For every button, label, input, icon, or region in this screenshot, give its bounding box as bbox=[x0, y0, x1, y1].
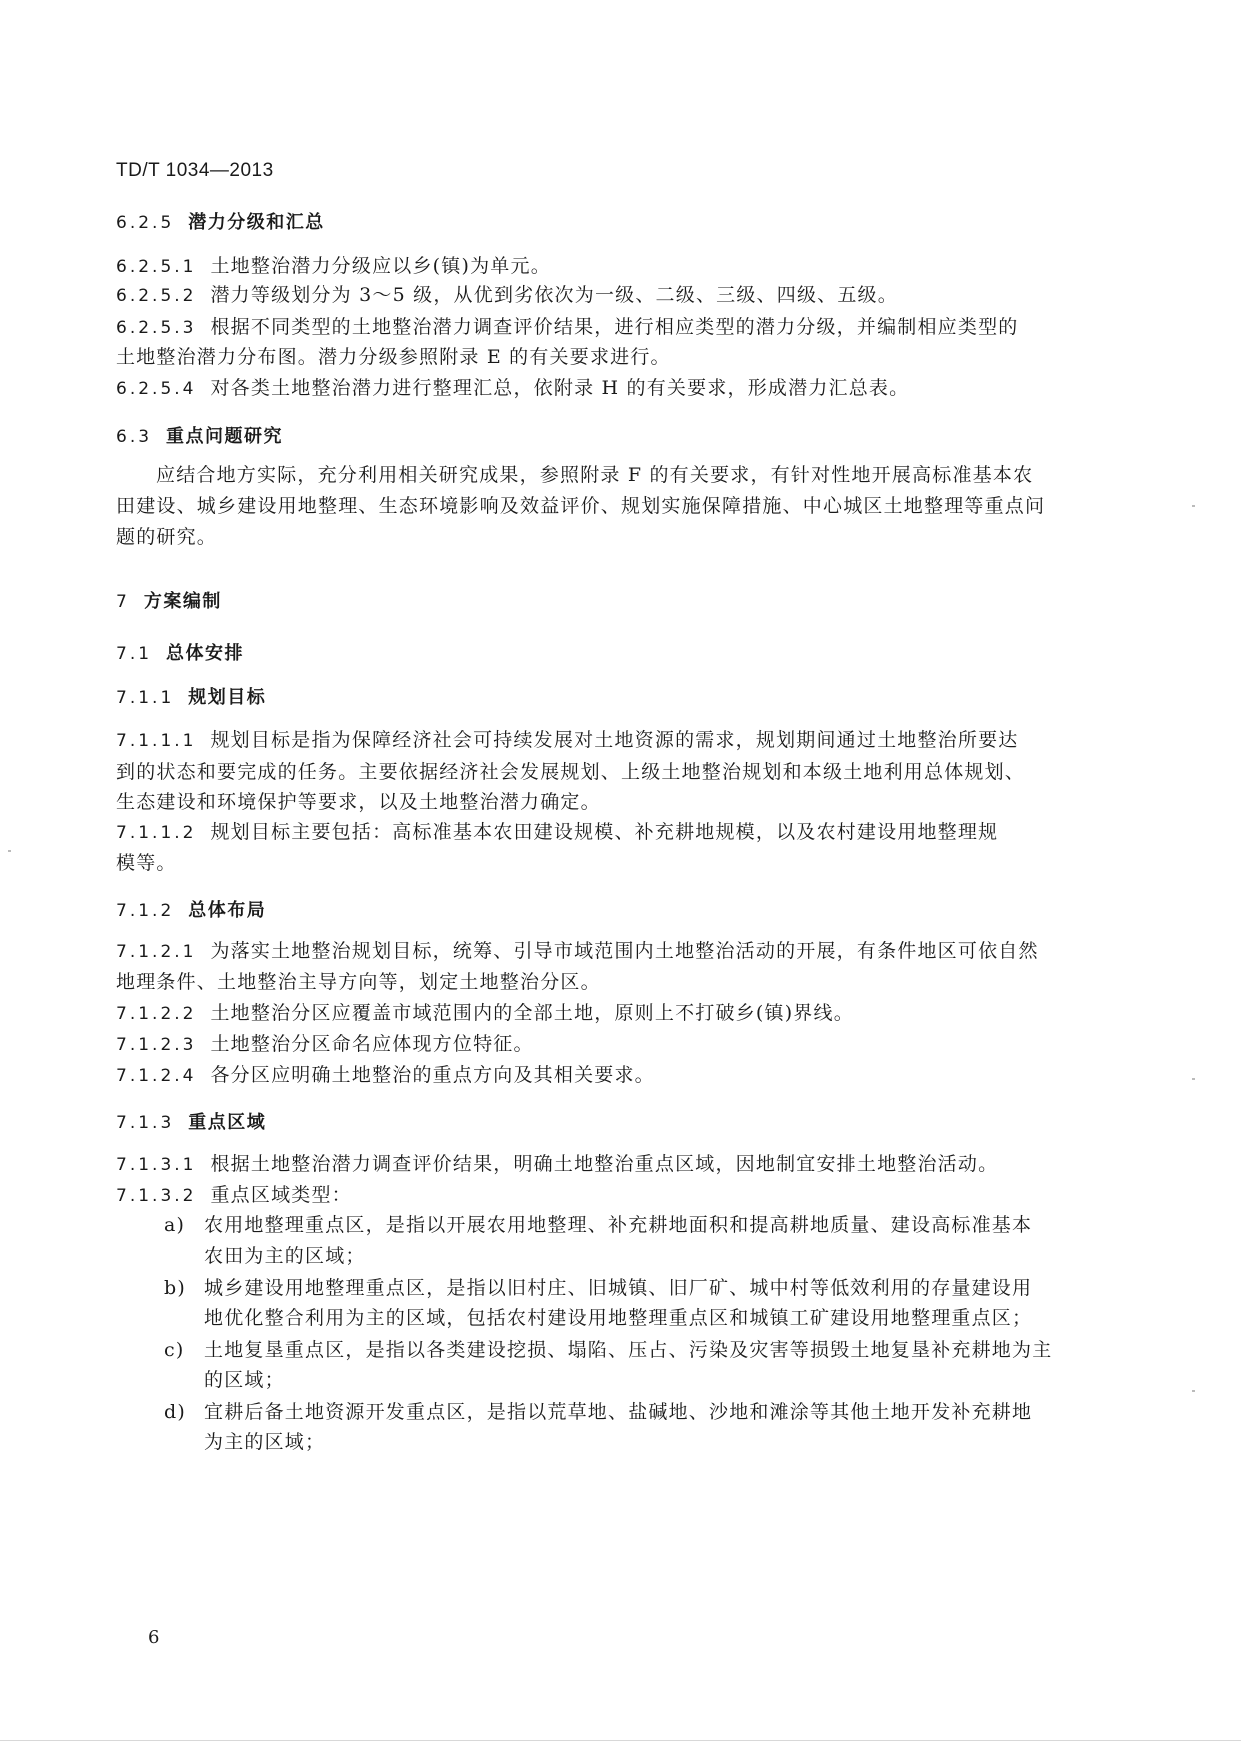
list-item: a) 农用地整理重点区，是指以开展农用地整理、补充耕地面积和提高耕地质量、建设高标准基本 bbox=[164, 1214, 1033, 1236]
scan-speck bbox=[1192, 1390, 1195, 1392]
heading-7-1-3: 7.1.3 重点区域 bbox=[116, 1112, 267, 1133]
clause-7-1-2-1: 7.1.2.1 为落实土地整治规划目标，统筹、引导市域范围内土地整治活动的开展，有条件地区可依自然 bbox=[116, 940, 1039, 962]
page-number: 6 bbox=[148, 1627, 160, 1648]
paragraph-6-3-line2: 田建设、城乡建设用地整理、生态环境影响及效益评价、规划实施保障措施、中心城区土地整理等重点问 bbox=[116, 495, 1046, 517]
clause-7-1-3-2: 7.1.3.2 重点区域类型： bbox=[116, 1184, 352, 1206]
list-item: c) 土地复垦重点区，是指以各类建设挖损、塌陷、压占、污染及灾害等损毁土地复垦补充耕地为主 bbox=[164, 1339, 1053, 1361]
list-item: b) 城乡建设用地整理重点区，是指以旧村庄、旧城镇、旧厂矿、城中村等低效利用的存量建设用 bbox=[164, 1277, 1033, 1299]
clause-7-1-1-1-cont1: 到的状态和要完成的任务。主要依据经济社会发展规划、上级土地整治规划和本级土地利用总体规划、 bbox=[116, 761, 1026, 783]
heading-7-1: 7.1 总体安排 bbox=[116, 643, 245, 664]
paragraph-6-3-line3: 题的研究。 bbox=[116, 526, 218, 548]
scan-speck bbox=[1192, 1078, 1195, 1080]
clause-7-1-2-3: 7.1.2.3 土地整治分区命名应体现方位特征。 bbox=[116, 1033, 534, 1055]
clause-6-2-5-4: 6.2.5.4 对各类土地整治潜力进行整理汇总，依附录 H 的有关要求，形成潜力汇总表。 bbox=[116, 377, 910, 399]
list-item-cont: 地优化整合利用为主的区域，包括农村建设用地整理重点区和城镇工矿建设用地整理重点区； bbox=[204, 1307, 1033, 1329]
clause-7-1-1-2: 7.1.1.2 规划目标主要包括：高标准基本农田建设规模、补充耕地规模，以及农村建设用地整理规 bbox=[116, 821, 999, 843]
scan-speck bbox=[8, 850, 11, 852]
list-item-cont: 农田为主的区域； bbox=[204, 1245, 366, 1267]
clause-7-1-3-1: 7.1.3.1 根据土地整治潜力调查评价结果，明确土地整治重点区域，因地制宜安排土地整治活动。 bbox=[116, 1153, 999, 1175]
clause-6-2-5-1: 6.2.5.1 土地整治潜力分级应以乡(镇)为单元。 bbox=[116, 255, 551, 277]
list-item: d) 宜耕后备土地资源开发重点区，是指以荒草地、盐碱地、沙地和滩涂等其他土地开发补充耕地 bbox=[164, 1401, 1033, 1423]
clause-7-1-1-1: 7.1.1.1 规划目标是指为保障经济社会可持续发展对土地资源的需求，规划期间通过土地整治所要达 bbox=[116, 729, 1019, 751]
list-item-cont: 为主的区域； bbox=[204, 1431, 326, 1453]
clause-6-2-5-3-cont: 土地整治潜力分布图。潜力分级参照附录 E 的有关要求进行。 bbox=[116, 346, 671, 368]
heading-7: 7 方案编制 bbox=[116, 591, 222, 612]
clause-6-2-5-2: 6.2.5.2 潜力等级划分为 3～5 级，从优到劣依次为一级、二级、三级、四级、五级。 bbox=[116, 284, 898, 306]
heading-6-3: 6.3 重点问题研究 bbox=[116, 426, 284, 447]
page-bottom-edge bbox=[0, 1740, 1241, 1741]
clause-7-1-1-1-cont2: 生态建设和环境保护等要求，以及土地整治潜力确定。 bbox=[116, 791, 601, 813]
paragraph-6-3-line1: 应结合地方实际，充分利用相关研究成果，参照附录 F 的有关要求，有针对性地开展高标准基本农 bbox=[156, 464, 1034, 486]
standard-code: TD/T 1034—2013 bbox=[116, 160, 274, 181]
clause-7-1-2-4: 7.1.2.4 各分区应明确土地整治的重点方向及其相关要求。 bbox=[116, 1064, 655, 1086]
list-item-cont: 的区域； bbox=[204, 1369, 285, 1391]
scan-speck bbox=[1192, 505, 1195, 507]
heading-7-1-1: 7.1.1 规划目标 bbox=[116, 687, 267, 708]
clause-7-1-1-2-cont: 模等。 bbox=[116, 852, 177, 874]
heading-6-2-5: 6.2.5 潜力分级和汇总 bbox=[116, 212, 325, 233]
clause-7-1-2-2: 7.1.2.2 土地整治分区应覆盖市域范围内的全部土地，原则上不打破乡(镇)界线。 bbox=[116, 1002, 854, 1024]
clause-7-1-2-1-cont: 地理条件、土地整治主导方向等，划定土地整治分区。 bbox=[116, 971, 601, 993]
clause-6-2-5-3: 6.2.5.3 根据不同类型的土地整治潜力调查评价结果，进行相应类型的潜力分级，并编制相应类型的 bbox=[116, 316, 1019, 338]
heading-7-1-2: 7.1.2 总体布局 bbox=[116, 900, 267, 921]
